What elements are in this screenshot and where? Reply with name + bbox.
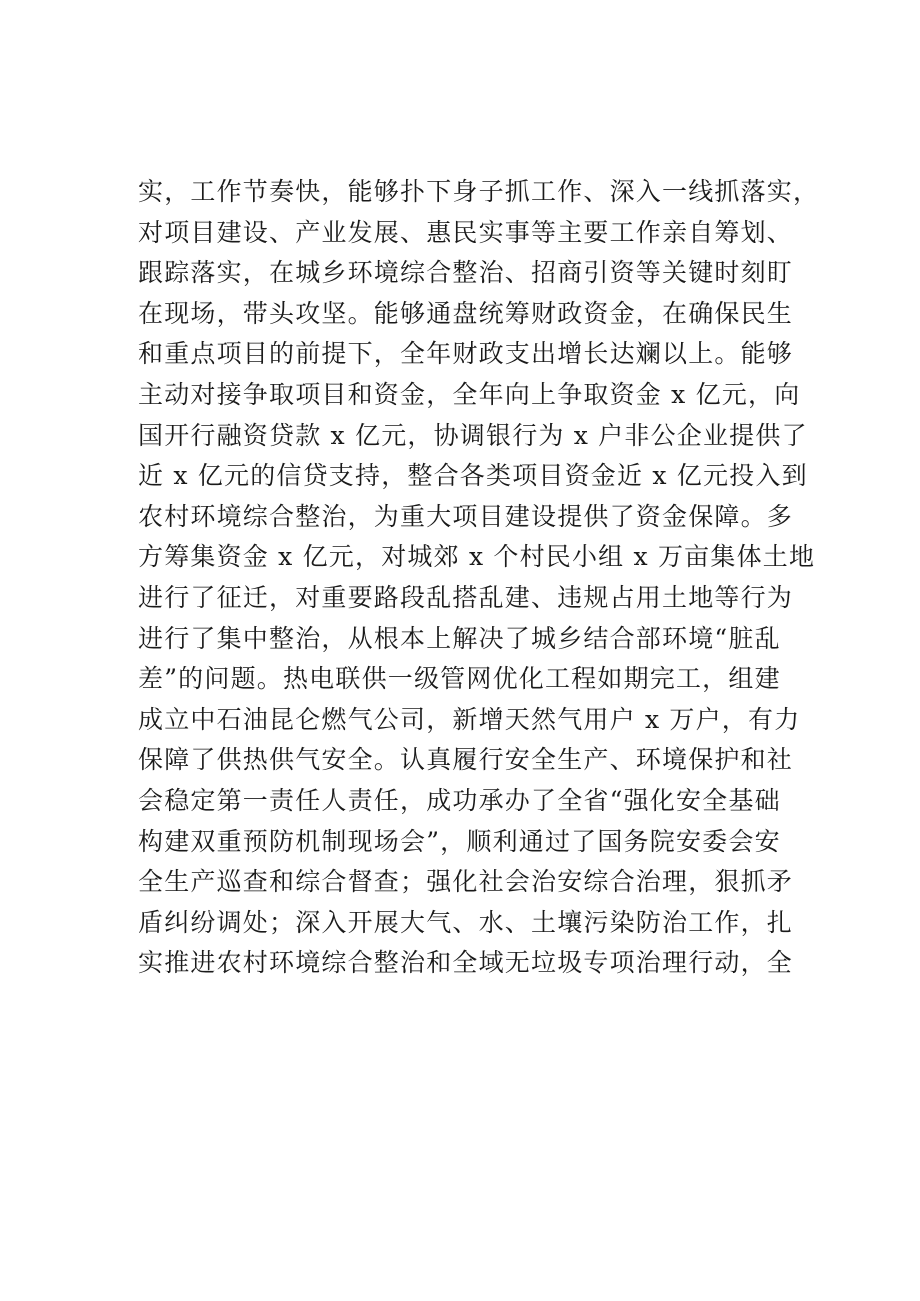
text-line: 盾纠纷调处；深入开展大气、水、土壤污染防治工作，扎 — [138, 907, 794, 937]
text-line: 和重点项目的前提下，全年财政支出增长达斓以上。能够 — [138, 339, 794, 369]
text-line: 差”的问题。热电联供一级管网优化工程如期完工，组建 — [138, 664, 781, 694]
text-line: 进行了集中整治，从根本上解决了城乡结合部环境“脏乱 — [138, 623, 781, 653]
body-text — [138, 172, 838, 984]
text-line: 方筹集资金 x 亿元，对城郊 x 个村民小组 x 万亩集体土地 — [138, 542, 816, 572]
text-line: 农村环境综合整治，为重大项目建设提供了资金保障。多 — [138, 501, 794, 531]
text-line: 会稳定第一责任人责任，成功承办了全省“强化安全基础 — [138, 785, 781, 815]
text-line: 进行了征迁，对重要路段乱搭乱建、违规占用土地等行为 — [138, 582, 794, 612]
text-line: 国开行融资贷款 x 亿元，协调银行为 x 户非公企业提供了 — [138, 420, 808, 450]
text-line: 在现场，带头攻坚。能够通盘统筹财政资金，在确保民生 — [138, 298, 794, 328]
text-line: 主动对接争取项目和资金，全年向上争取资金 x 亿元，向 — [138, 379, 801, 409]
text-line: 实，工作节奏快，能够扑下身子抓工作、深入一线抓落实， — [138, 177, 820, 206]
text-line: 构建双重预防机制现场会”，顺利通过了国务院安委会安 — [138, 826, 781, 856]
text-line: 跟踪落实，在城乡环境综合整治、招商引资等关键时刻盯 — [138, 258, 794, 288]
text-line: 成立中石油昆仑燃气公司，新增天然气用户 x 万户，有力 — [138, 704, 801, 734]
text-line: 全生产巡查和综合督查；强化社会治安综合治理，狠抓矛 — [138, 867, 794, 897]
text-line: 保障了供热供气安全。认真履行安全生产、环境保护和社 — [138, 745, 794, 775]
text-line: 实推进农村环境综合整治和全域无垃圾专项治理行动，全 — [138, 948, 794, 978]
text-line: 近 x 亿元的信贷支持，整合各类项目资金近 x 亿元投入到 — [138, 461, 808, 491]
text-line: 对项目建设、产业发展、惠民实事等主要工作亲自筹划、 — [138, 217, 794, 247]
